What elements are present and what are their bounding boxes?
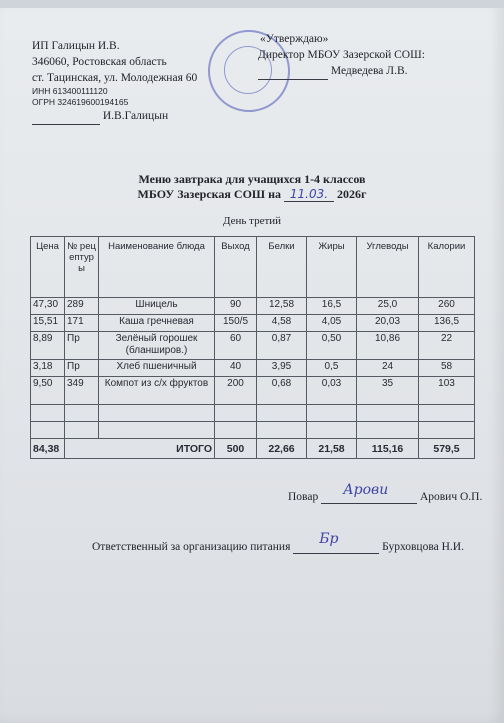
approval-director: Директор МБОУ Зазерской СОШ:	[258, 49, 425, 61]
cook-handwritten-signature: Арови	[343, 482, 389, 498]
total-price: 84,38	[31, 439, 65, 459]
table-row	[31, 360, 475, 377]
cell-output: 150/5	[215, 315, 257, 332]
cell-calories: 22	[419, 332, 475, 360]
total-fats: 21,58	[307, 439, 357, 459]
approval-block	[258, 31, 425, 80]
cell-output: 90	[215, 298, 257, 315]
cell-recipe: Пр	[65, 360, 99, 377]
organization-header	[32, 38, 197, 125]
cell-price: 3,18	[31, 360, 65, 377]
cell-proteins: 3,95	[257, 360, 307, 377]
cell-recipe: 171	[65, 315, 99, 332]
col-header-fats: Жиры	[307, 237, 357, 298]
cell-dish: Компот из с/х фруктов	[99, 377, 215, 405]
approval-signature-line	[258, 63, 425, 80]
cell-carbs: 25,0	[357, 298, 419, 315]
cell-dish: Шницель	[99, 298, 215, 315]
cook-label: Повар	[288, 491, 319, 503]
org-address-2: ст. Тацинская, ул. Молодежная 60	[32, 72, 198, 84]
cell-price: 9,50	[31, 377, 65, 405]
col-header-carbs: Углеводы	[357, 237, 419, 298]
cell-proteins: 0,68	[257, 377, 307, 405]
table-row-empty	[31, 405, 475, 422]
responsible-signature-line	[293, 531, 379, 554]
cell-calories: 58	[419, 360, 475, 377]
menu-title-suffix: 2026г	[337, 187, 367, 201]
table-row	[31, 315, 475, 332]
cell-output: 60	[215, 332, 257, 360]
cell-calories: 103	[419, 377, 475, 405]
table-row	[31, 332, 475, 360]
cell-calories: 260	[419, 298, 475, 315]
cell-fats: 0,50	[307, 332, 357, 360]
col-header-output: Выход	[215, 237, 257, 298]
cell-output: 40	[215, 360, 257, 377]
menu-title-line1: Меню завтрака для учащихся 1-4 классов	[138, 172, 366, 186]
col-header-calories: Калории	[419, 237, 475, 298]
approval-title: «Утверждаю»	[260, 33, 329, 45]
cell-dish: Каша гречневая	[99, 315, 215, 332]
cell-recipe: 349	[65, 377, 99, 405]
responsible-handwritten-signature: Бр	[319, 531, 339, 547]
total-carbs: 115,16	[357, 439, 419, 459]
cell-calories: 136,5	[419, 315, 475, 332]
table-row-empty	[31, 422, 475, 439]
org-address-1: 346060, Ростовская область	[32, 56, 167, 68]
table-row	[31, 298, 475, 315]
table-row	[31, 377, 475, 405]
cell-dish: Хлеб пшеничный	[99, 360, 215, 377]
org-ogrn: ОГРН 324619600194165	[32, 97, 129, 107]
cell-dish: Зелёный горошек (бланширов.)	[99, 332, 215, 360]
cell-price: 47,30	[31, 298, 65, 315]
total-proteins: 22,66	[257, 439, 307, 459]
org-signature-line	[32, 108, 197, 125]
cell-fats: 0,5	[307, 360, 357, 377]
cell-carbs: 35	[357, 377, 419, 405]
cell-proteins: 4,58	[257, 315, 307, 332]
cell-output: 200	[215, 377, 257, 405]
cell-proteins: 0,87	[257, 332, 307, 360]
menu-table	[30, 236, 475, 459]
responsible-signature	[92, 531, 464, 554]
day-label: День третий	[222, 215, 282, 227]
menu-title-line2	[0, 187, 504, 202]
org-inn: ИНН 613400111120	[32, 86, 108, 96]
org-name: ИП Галицын И.В.	[32, 40, 120, 52]
col-header-price: Цена	[31, 237, 65, 298]
cell-carbs: 24	[357, 360, 419, 377]
col-header-recipe: № рецептуры	[65, 237, 99, 298]
menu-date: 11.03.	[284, 187, 334, 202]
cell-fats: 4,05	[307, 315, 357, 332]
cell-recipe: 289	[65, 298, 99, 315]
cell-fats: 0,03	[307, 377, 357, 405]
cell-recipe: Пр	[65, 332, 99, 360]
responsible-name: Бурховцова Н.И.	[382, 541, 464, 553]
menu-title-prefix: МБОУ Зазерская СОШ на	[137, 187, 281, 201]
cell-proteins: 12,58	[257, 298, 307, 315]
page-edge	[0, 0, 504, 8]
org-signer-name: И.В.Галицын	[102, 110, 169, 122]
responsible-label: Ответственный за организацию питания	[92, 541, 291, 553]
cook-name: Арович О.П.	[419, 491, 483, 503]
total-calories: 579,5	[419, 439, 475, 459]
cell-carbs: 10,86	[357, 332, 419, 360]
total-label: ИТОГО	[65, 439, 215, 459]
cell-price: 8,89	[31, 332, 65, 360]
col-header-dish: Наименование блюда	[99, 237, 215, 298]
cook-signature	[288, 482, 483, 504]
table-header-row	[31, 237, 475, 298]
director-name: Медведева Л.В.	[330, 65, 408, 77]
table-total-row	[31, 439, 475, 459]
cell-fats: 16,5	[307, 298, 357, 315]
total-output: 500	[215, 439, 257, 459]
col-header-proteins: Белки	[257, 237, 307, 298]
cook-signature-line	[321, 482, 417, 504]
cell-price: 15,51	[31, 315, 65, 332]
cell-carbs: 20,03	[357, 315, 419, 332]
